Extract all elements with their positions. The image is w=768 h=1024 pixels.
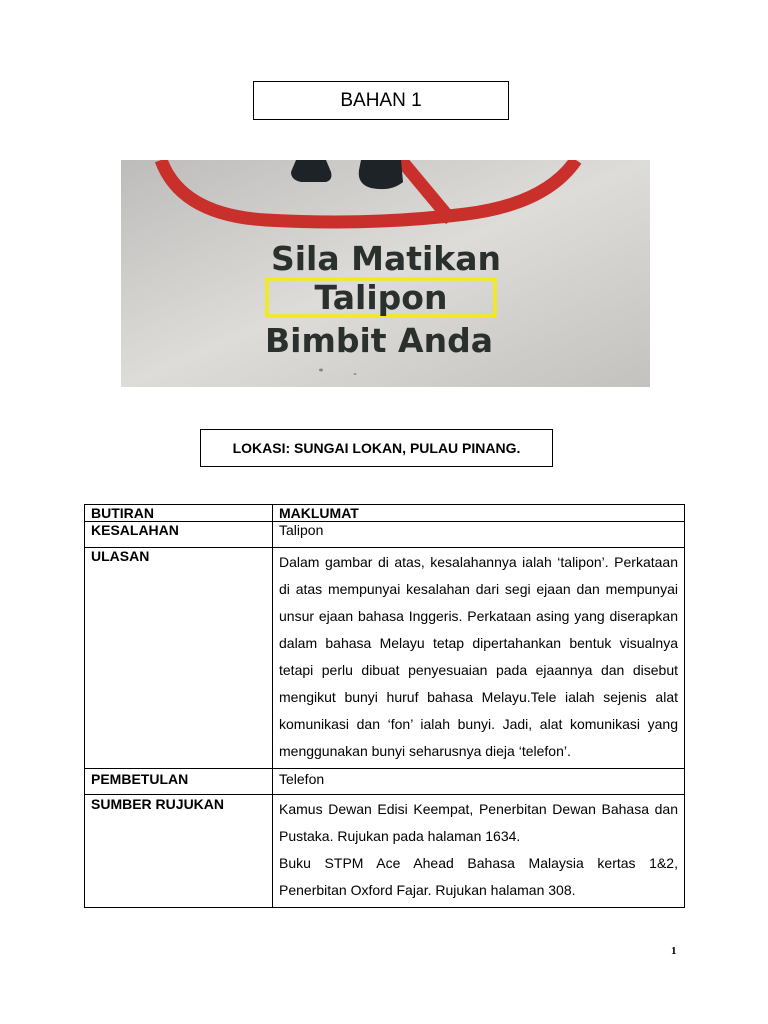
sign-line-2: Talipon bbox=[314, 278, 448, 317]
row-value-ulasan: Dalam gambar di atas, kesalahannya ialah ‘talipon’. Perkataan di atas mempunyai kesalahan dari segi ejaan dan mempunyai unsur ejaan bahasa Inggeris. Perkataan asing yang diserapkan dalam bahasa Melayu tetap dipertahankan bentuk visualnya tetapi perlu dibuat penyesuaian pada ejaannya dan disebut mengikut bunyi huruf bahasa Melayu.Tele ialah sejenis alat komunikasi dan ‘fon’ ialah bunyi. Jadi, alat komunikasi yang menggunakan bunyi seharusnya dieja ‘telefon’. bbox=[279, 554, 678, 759]
table-row bbox=[85, 548, 685, 769]
row-value-ulasan-cell bbox=[273, 548, 685, 769]
location-text: LOKASI: SUNGAI LOKAN, PULAU PINANG. bbox=[232, 440, 521, 456]
table-row bbox=[85, 769, 685, 795]
table-row bbox=[85, 795, 685, 908]
header-butiran: BUTIRAN bbox=[85, 505, 273, 522]
location-label bbox=[200, 429, 553, 467]
sign-line-3: Bimbit Anda bbox=[265, 321, 493, 360]
page-number: 1 bbox=[671, 945, 677, 957]
reference-1: Kamus Dewan Edisi Keempat, Penerbitan Dewan Bahasa dan Pustaka. Rujukan pada halaman 1634. bbox=[279, 801, 678, 844]
row-label-ulasan: ULASAN bbox=[85, 548, 273, 769]
sign-photo bbox=[121, 160, 650, 387]
header-maklumat: MAKLUMAT bbox=[273, 505, 685, 522]
row-value-sumber-cell bbox=[273, 795, 685, 908]
row-label-sumber: SUMBER RUJUKAN bbox=[85, 795, 273, 908]
row-value-pembetulan: Telefon bbox=[273, 769, 685, 795]
reference-2: Buku STPM Ace Ahead Bahasa Malaysia kertas 1&2, Penerbitan Oxford Fajar. Rujukan halaman 308. bbox=[279, 855, 678, 898]
document-title bbox=[253, 81, 509, 120]
info-table bbox=[84, 504, 685, 908]
row-label-kesalahan: KESALAHAN bbox=[85, 522, 273, 548]
sign-photo-graphic bbox=[121, 160, 650, 387]
row-label-pembetulan: PEMBETULAN bbox=[85, 769, 273, 795]
row-value-kesalahan: Talipon bbox=[273, 522, 685, 548]
table-row bbox=[85, 522, 685, 548]
sign-line-1: Sila Matikan bbox=[270, 239, 502, 278]
document-title-text: BAHAN 1 bbox=[340, 89, 422, 111]
table-header-row bbox=[85, 505, 685, 522]
